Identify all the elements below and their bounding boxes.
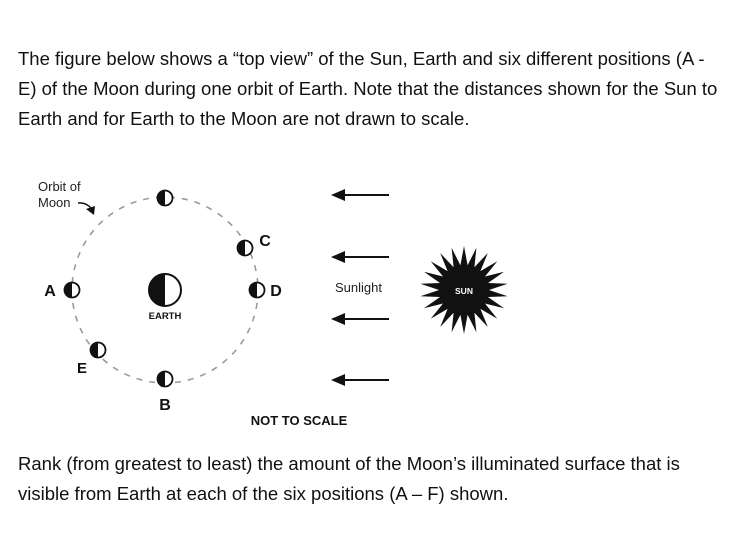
moon-d-icon xyxy=(250,283,265,298)
moon-b-icon xyxy=(158,372,173,387)
moon-top-icon xyxy=(158,191,173,206)
earth-icon xyxy=(149,274,181,306)
moon-c-label: C xyxy=(259,233,271,250)
moon-a-label: A xyxy=(44,283,56,300)
scale-note: NOT TO SCALE xyxy=(250,413,348,428)
moon-e-label: E xyxy=(76,360,88,377)
sunlight-arrow xyxy=(331,374,389,386)
moon-a-icon xyxy=(65,283,80,298)
question-paragraph: Rank (from greatest to least) the amount of the Moon’s illuminated surface that is visible from Earth at each of the six positions (A – F) shown. xyxy=(18,453,680,504)
intro-paragraph: The figure below shows a “top view” of the Sun, Earth and six different positions (A - E) of the Moon during one orbit of Earth. Note that the distances shown for the Sun to Earth and for Earth to the Moon are not drawn to scale. xyxy=(18,48,718,129)
moon-e-icon xyxy=(91,343,106,358)
sunlight-arrow xyxy=(331,251,389,263)
sunlight-arrow xyxy=(331,313,389,325)
moon-d-label: D xyxy=(270,283,282,300)
orbit-label-line1: Orbit of xyxy=(38,179,81,194)
moon-c-icon xyxy=(238,241,253,256)
orbit-label-line2: Moon xyxy=(38,195,71,210)
sunlight-label: Sunlight xyxy=(335,280,382,295)
sunlight-arrow xyxy=(331,189,389,201)
moon-b-label: B xyxy=(159,397,171,414)
earth-label: EARTH xyxy=(148,311,182,322)
sun-label: SUN xyxy=(455,286,473,296)
